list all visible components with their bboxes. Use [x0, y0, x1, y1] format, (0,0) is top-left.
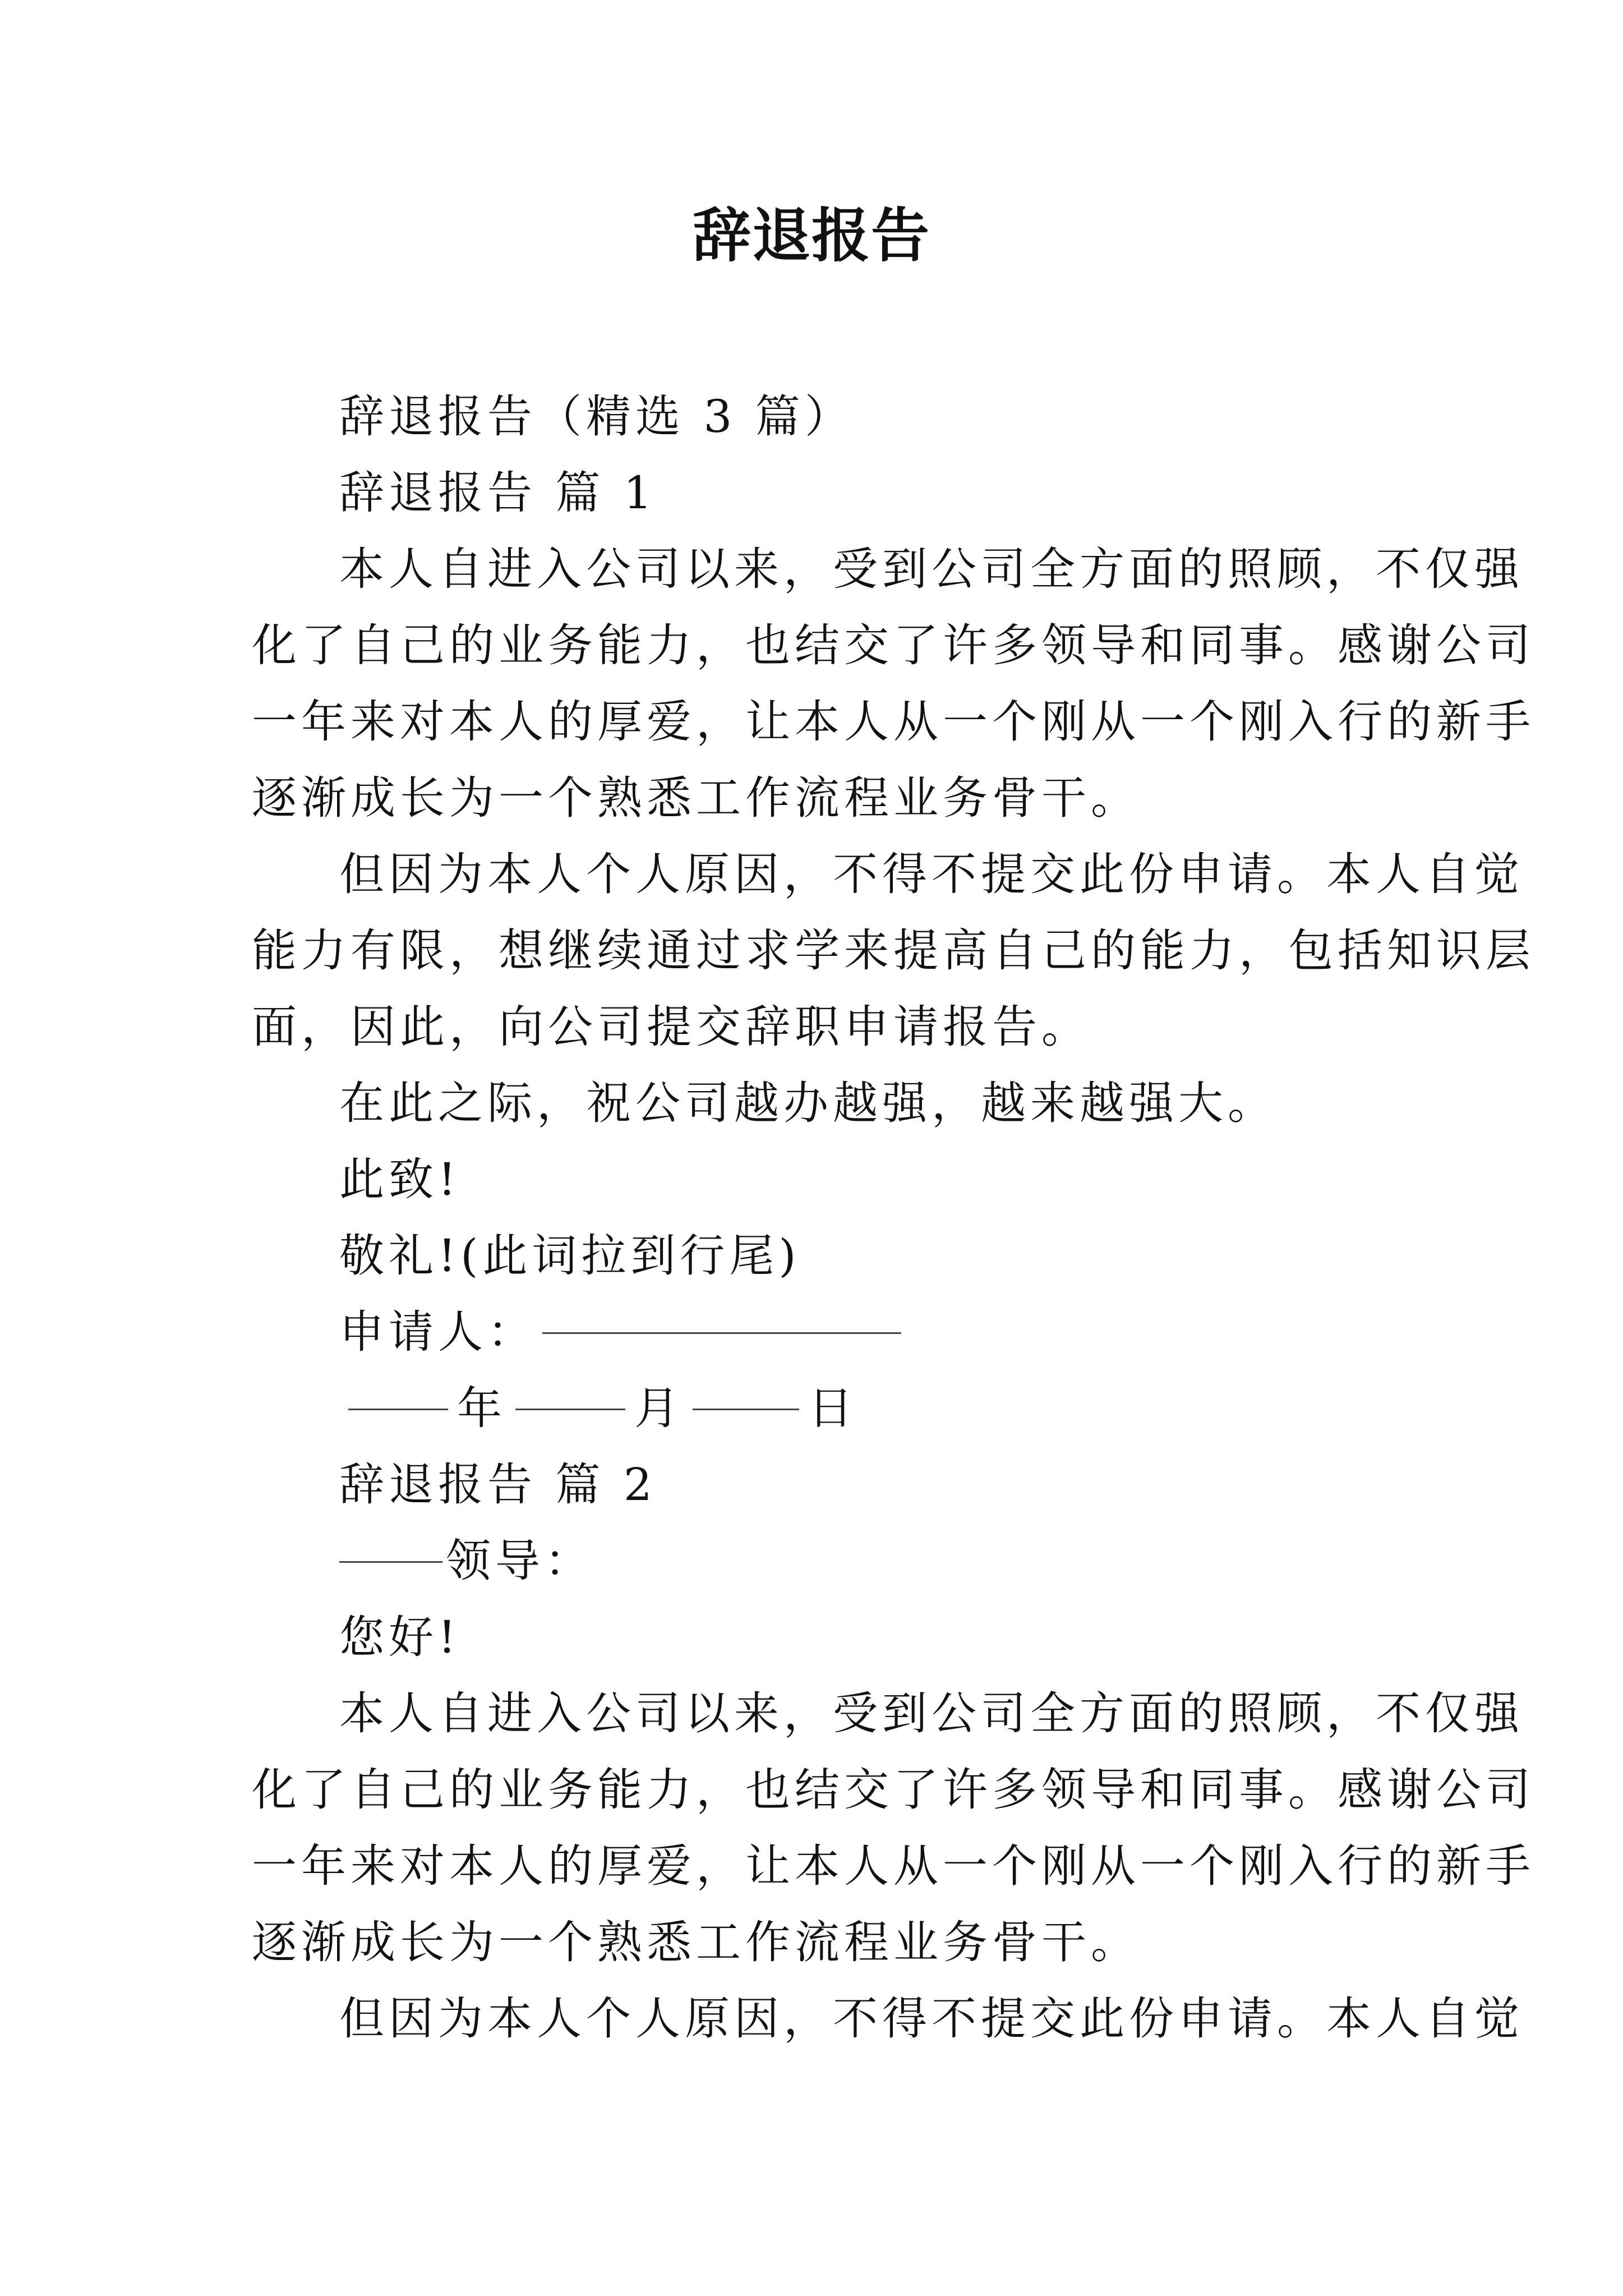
document-body	[252, 379, 1535, 2057]
section-1-line-2: 化了自己的业务能力，也结交了许多领导和同事。感谢公司	[252, 619, 1535, 671]
salutation-text: 领导：	[446, 1535, 594, 1587]
section-1-line-1: 本人自进入公司以来，受到公司全方面的照顾，不仅强	[339, 543, 1524, 595]
section-2-line-1: 本人自进入公司以来，受到公司全方面的照顾，不仅强	[339, 1687, 1524, 1740]
document-title: 辞退报告	[692, 201, 930, 270]
applicant-label: 申请人：	[339, 1306, 537, 1358]
section-2-line-4: 逐渐成长为一个熟悉工作流程业务骨干。	[252, 1916, 1140, 1968]
leader-name-blank	[339, 1561, 442, 1563]
section-2-line-2: 化了自己的业务能力，也结交了许多领导和同事。感谢公司	[252, 1764, 1535, 1816]
section-1-line-8: 在此之际，祝公司越办越强，越来越强大。	[339, 1077, 1277, 1129]
document-subtitle: 辞退报告（精选 3 篇）	[339, 390, 854, 443]
month-label: 月	[634, 1382, 684, 1434]
section-1-line-10: 敬礼!(此词拉到行尾)	[339, 1230, 801, 1282]
section-2-heading: 辞退报告 篇 2	[339, 1458, 657, 1511]
section-1-heading: 辞退报告 篇 1	[339, 467, 657, 519]
section-1-line-5: 但因为本人个人原因，不得不提交此份申请。本人自觉	[339, 848, 1524, 900]
section-1-line-3: 一年来对本人的厚爱，让本人从一个刚从一个刚入行的新手	[252, 696, 1535, 748]
section-2-line-3: 一年来对本人的厚爱，让本人从一个刚从一个刚入行的新手	[252, 1840, 1535, 1892]
section-1-line-9: 此致!	[339, 1153, 461, 1205]
section-2-line-5: 但因为本人个人原因，不得不提交此份申请。本人自觉	[339, 1993, 1524, 2045]
salutation-line	[252, 1523, 1379, 1599]
year-label: 年	[457, 1382, 506, 1434]
month-blank	[515, 1409, 625, 1410]
greeting-line: 您好!	[339, 1611, 461, 1663]
applicant-signature-blank	[542, 1332, 901, 1334]
year-blank	[348, 1409, 448, 1410]
date-line	[252, 1370, 1379, 1447]
day-label: 日	[808, 1382, 857, 1434]
section-1-line-7: 面，因此，向公司提交辞职申请报告。	[252, 1001, 1091, 1053]
day-blank	[693, 1409, 799, 1410]
applicant-line	[252, 1294, 1379, 1370]
section-1-line-6: 能力有限，想继续通过求学来提高自己的能力，包括知识层	[252, 924, 1535, 977]
section-1-line-4: 逐渐成长为一个熟悉工作流程业务骨干。	[252, 772, 1140, 824]
